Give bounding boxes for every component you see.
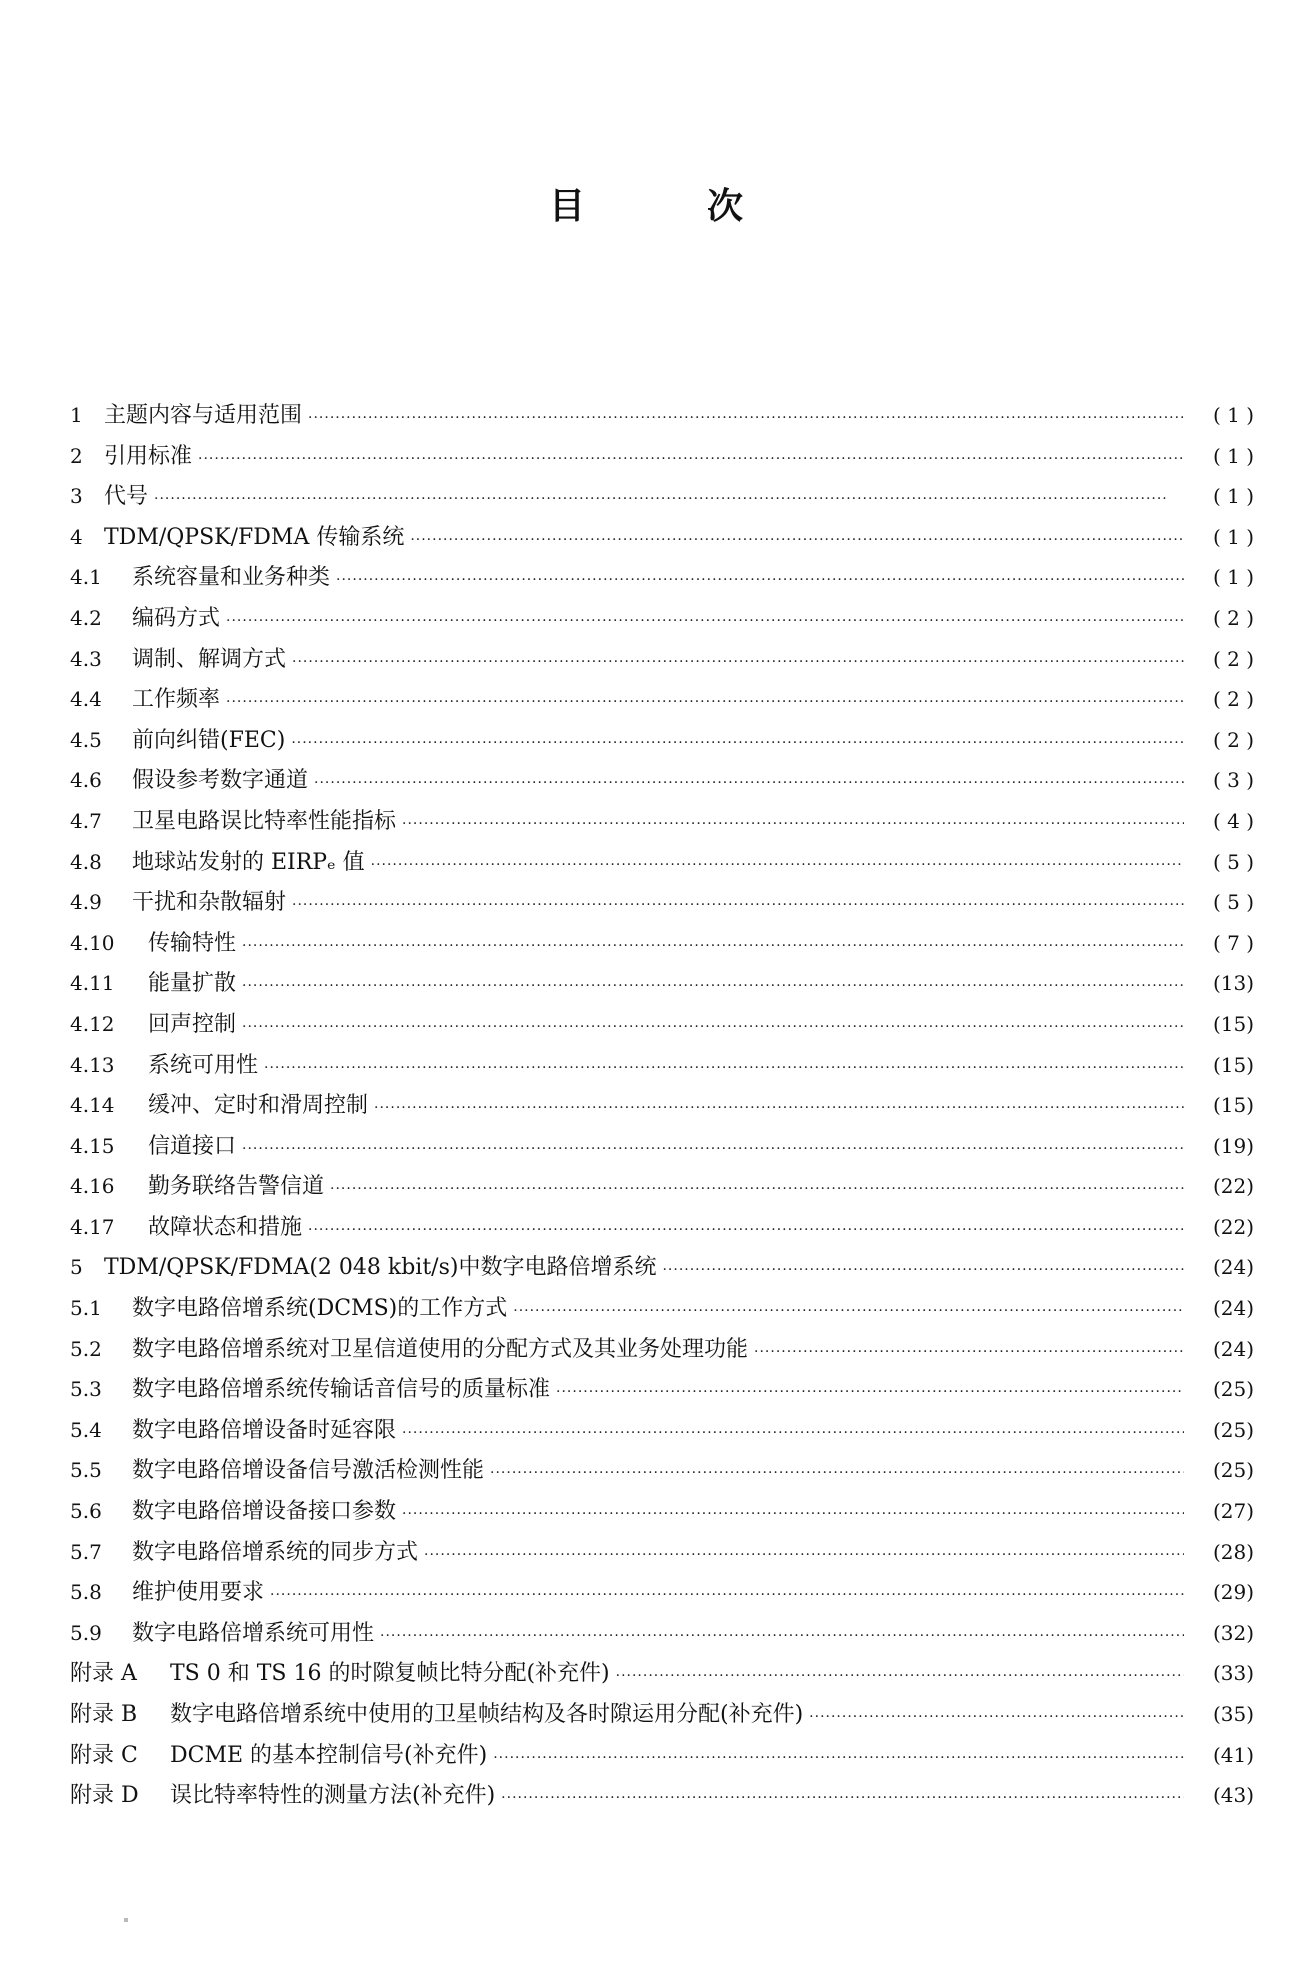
toc-entry-page: (24) (1212, 1336, 1254, 1361)
toc-entry-number: 5.6 (70, 1499, 102, 1524)
toc-entry-page: ( 2 ) (1212, 727, 1254, 752)
toc-dot-leader (270, 1575, 1184, 1616)
toc-entry-page: (35) (1212, 1702, 1254, 1726)
toc-entry (70, 1410, 1254, 1451)
toc-entry-title: 数字电路倍增系统(DCMS)的工作方式 (132, 1296, 508, 1322)
toc-entry (70, 1613, 1254, 1654)
toc-dot-leader (314, 763, 1184, 804)
toc-dot-leader (242, 966, 1184, 1007)
toc-dot-leader (501, 1778, 1184, 1819)
toc-entry-title: 假设参考数字通道 (132, 768, 309, 794)
toc-entry (70, 1329, 1254, 1370)
toc-entry-title: 卫星电路误比特率性能指标 (132, 808, 397, 834)
toc-entry-number: 4.11 (70, 971, 115, 996)
table-of-contents (70, 395, 1254, 1816)
toc-entry-title: 地球站发射的 EIRPₑ 值 (132, 849, 365, 875)
toc-entry-page: ( 1 ) (1212, 484, 1254, 509)
toc-dot-leader (662, 1250, 1184, 1291)
toc-entry (70, 1735, 1254, 1776)
toc-entry-number: 4.2 (70, 605, 102, 630)
toc-dot-leader (380, 1616, 1184, 1657)
toc-entry (70, 1694, 1254, 1735)
toc-entry-number: 2 (70, 443, 83, 468)
toc-dot-leader (410, 520, 1184, 561)
toc-entry-title: 引用标准 (104, 443, 193, 469)
toc-entry (70, 1532, 1254, 1573)
toc-dot-leader (292, 885, 1184, 926)
toc-dot-leader (308, 1210, 1184, 1251)
toc-entry-number: 4.7 (70, 808, 102, 833)
toc-dot-leader (616, 1656, 1184, 1697)
toc-entry (70, 1653, 1254, 1694)
toc-entry-page: (24) (1212, 1255, 1254, 1280)
toc-entry (70, 395, 1254, 436)
toc-dot-leader (402, 1494, 1184, 1535)
toc-entry-page: ( 4 ) (1212, 808, 1254, 833)
toc-entry (70, 760, 1254, 801)
toc-entry-title: 编码方式 (132, 605, 221, 631)
toc-entry-number: 5.5 (70, 1458, 102, 1483)
toc-entry-page: ( 5 ) (1212, 890, 1254, 915)
toc-entry-title: 主题内容与适用范围 (104, 403, 303, 428)
toc-entry-title: TS 0 和 TS 16 的时隙复帧比特分配(补充件) (170, 1661, 610, 1687)
toc-entry-page: (29) (1212, 1580, 1254, 1605)
toc-entry-page: (28) (1212, 1539, 1254, 1564)
toc-entry-title: 传输特性 (148, 930, 237, 956)
toc-entry-page: (19) (1212, 1133, 1254, 1158)
toc-dot-leader (809, 1697, 1184, 1738)
toc-entry-number: 4.17 (70, 1214, 115, 1239)
toc-entry-number: 4.4 (70, 687, 102, 712)
toc-entry-page: ( 1 ) (1212, 565, 1254, 590)
toc-entry (70, 436, 1254, 477)
toc-entry (70, 639, 1254, 680)
toc-entry (70, 476, 1254, 517)
toc-dot-leader (490, 1453, 1184, 1494)
toc-entry-page: ( 5 ) (1212, 849, 1254, 874)
toc-entry-title: 系统容量和业务种类 (132, 565, 331, 591)
toc-entry-number: 4.15 (70, 1133, 115, 1158)
toc-entry-number: 5.3 (70, 1377, 102, 1402)
toc-entry-number: 4.16 (70, 1174, 115, 1199)
toc-dot-leader (226, 601, 1184, 642)
toc-entry (70, 1247, 1254, 1288)
toc-entry-page: (43) (1212, 1783, 1254, 1808)
toc-entry-title: 代号 (104, 484, 149, 510)
toc-dot-leader (242, 1129, 1184, 1170)
toc-entry-page: ( 7 ) (1212, 930, 1254, 955)
toc-entry-number: 附录 B (70, 1702, 138, 1727)
toc-entry-title: 数字电路倍增系统对卫星信道使用的分配方式及其业务处理功能 (132, 1336, 749, 1362)
toc-entry-page: (25) (1212, 1458, 1254, 1483)
toc-entry-title: 缓冲、定时和滑周控制 (148, 1093, 369, 1119)
toc-entry (70, 1166, 1254, 1207)
toc-entry-page: (15) (1212, 1052, 1254, 1077)
toc-dot-leader (424, 1535, 1184, 1576)
toc-entry (70, 598, 1254, 639)
title-char-1: 目 (548, 186, 587, 227)
toc-dot-leader (242, 926, 1184, 967)
toc-entry (70, 517, 1254, 558)
toc-entry-number: 4.13 (70, 1052, 115, 1077)
toc-dot-leader (754, 1332, 1184, 1373)
toc-entry-page: ( 1 ) (1212, 443, 1254, 468)
toc-entry-title: 干扰和杂散辐射 (132, 890, 287, 916)
toc-entry-page: (25) (1212, 1417, 1254, 1442)
toc-dot-leader (556, 1372, 1184, 1413)
toc-entry-title: 数字电路倍增设备接口参数 (132, 1499, 397, 1525)
toc-entry-page: ( 2 ) (1212, 605, 1254, 630)
toc-entry-page: ( 2 ) (1212, 687, 1254, 712)
toc-entry-page: (15) (1212, 1011, 1254, 1036)
toc-entry-title: 能量扩散 (148, 971, 237, 997)
toc-dot-leader (402, 1413, 1184, 1454)
toc-entry-number: 4.5 (70, 727, 102, 752)
toc-dot-leader (198, 439, 1184, 480)
toc-entry (70, 1369, 1254, 1410)
toc-entry-title: 回声控制 (148, 1011, 237, 1037)
toc-entry-number: 4.10 (70, 930, 115, 955)
toc-entry-page: ( 3 ) (1212, 768, 1254, 793)
title-char-2: 次 (707, 186, 746, 227)
toc-entry (70, 1004, 1254, 1045)
toc-dot-leader (226, 682, 1184, 723)
toc-entry-title: 前向纠错(FEC) (132, 727, 286, 753)
toc-entry-page: (41) (1212, 1742, 1254, 1767)
toc-entry-page: (27) (1212, 1499, 1254, 1524)
toc-dot-leader (336, 560, 1184, 601)
toc-entry-page: (22) (1212, 1174, 1254, 1199)
toc-entry-title: 维护使用要求 (132, 1580, 265, 1606)
toc-dot-leader (330, 1169, 1184, 1210)
toc-entry-title: TDM/QPSK/FDMA(2 048 kbit/s)中数字电路倍增系统 (104, 1255, 657, 1281)
toc-entry-number: 附录 C (70, 1742, 138, 1768)
toc-entry (70, 801, 1254, 842)
toc-entry-page: ( 1 ) (1212, 403, 1254, 427)
toc-entry-title: 信道接口 (148, 1133, 237, 1159)
toc-entry-title: 数字电路倍增系统的同步方式 (132, 1539, 419, 1565)
toc-entry (70, 720, 1254, 761)
toc-entry-title: 数字电路倍增设备时延容限 (132, 1417, 397, 1443)
toc-dot-leader (493, 1738, 1184, 1779)
toc-entry-number: 5.1 (70, 1296, 102, 1321)
toc-entry-page: (15) (1212, 1093, 1254, 1118)
toc-entry-title: DCME 的基本控制信号(补充件) (170, 1742, 488, 1768)
toc-entry-number: 4.3 (70, 646, 102, 671)
toc-entry-page: (24) (1212, 1296, 1254, 1321)
toc-dot-leader (371, 845, 1184, 886)
toc-dot-leader (242, 1007, 1184, 1048)
toc-entry-title: 工作频率 (132, 687, 221, 713)
toc-entry-title: TDM/QPSK/FDMA 传输系统 (104, 524, 405, 550)
toc-entry-title: 误比特率特性的测量方法(补充件) (170, 1783, 496, 1809)
page-title (0, 178, 1294, 229)
toc-dot-leader (308, 398, 1184, 439)
toc-entry (70, 1288, 1254, 1329)
toc-dot-leader (154, 479, 1184, 520)
toc-dot-leader (292, 642, 1184, 683)
toc-entry-number: 5.8 (70, 1580, 102, 1605)
toc-entry-page: (22) (1212, 1214, 1254, 1239)
toc-entry-title: 勤务联络告警信道 (148, 1174, 325, 1200)
toc-entry (70, 842, 1254, 883)
toc-entry-number: 1 (70, 403, 83, 427)
toc-entry-number: 3 (70, 484, 83, 509)
scan-speck (124, 1918, 128, 1922)
toc-entry (70, 1775, 1254, 1816)
toc-entry-number: 4.6 (70, 768, 102, 793)
toc-entry-number: 4.8 (70, 849, 102, 874)
toc-entry-title: 数字电路倍增系统可用性 (132, 1620, 375, 1646)
toc-entry-title: 数字电路倍增系统中使用的卫星帧结构及各时隙运用分配(补充件) (170, 1702, 804, 1727)
toc-entry-page: (25) (1212, 1377, 1254, 1402)
toc-entry-number: 5.9 (70, 1620, 102, 1645)
toc-entry-number: 5.7 (70, 1539, 102, 1564)
toc-entry-number: 附录 A (70, 1661, 137, 1687)
toc-dot-leader (402, 804, 1184, 845)
toc-dot-leader (291, 723, 1184, 764)
toc-entry-title: 系统可用性 (148, 1052, 259, 1078)
toc-entry (70, 1207, 1254, 1248)
toc-entry-page: (13) (1212, 971, 1254, 996)
toc-entry-title: 故障状态和措施 (148, 1214, 303, 1240)
toc-entry-number: 4.12 (70, 1011, 115, 1036)
toc-entry-title: 数字电路倍增系统传输话音信号的质量标准 (132, 1377, 551, 1403)
toc-entry-number: 4.1 (70, 565, 102, 590)
toc-entry (70, 557, 1254, 598)
toc-entry (70, 1085, 1254, 1126)
toc-entry (70, 923, 1254, 964)
toc-entry (70, 1450, 1254, 1491)
toc-dot-leader (264, 1048, 1184, 1089)
toc-entry-page: (32) (1212, 1620, 1254, 1645)
toc-entry-page: (33) (1212, 1661, 1254, 1686)
toc-entry (70, 963, 1254, 1004)
toc-entry-number: 4.14 (70, 1093, 115, 1118)
toc-entry-number: 附录 D (70, 1783, 139, 1809)
toc-entry-number: 5 (70, 1255, 83, 1280)
toc-entry-title: 调制、解调方式 (132, 646, 287, 672)
toc-entry (70, 1126, 1254, 1167)
toc-entry (70, 882, 1254, 923)
toc-entry-number: 4.9 (70, 890, 102, 915)
toc-entry (70, 1572, 1254, 1613)
toc-entry-page: ( 1 ) (1212, 524, 1254, 549)
toc-entry-number: 5.2 (70, 1336, 102, 1361)
toc-dot-leader (374, 1088, 1184, 1129)
toc-entry (70, 679, 1254, 720)
toc-entry (70, 1045, 1254, 1086)
toc-entry-title: 数字电路倍增设备信号激活检测性能 (132, 1458, 485, 1484)
toc-entry (70, 1491, 1254, 1532)
toc-entry-number: 5.4 (70, 1417, 102, 1442)
toc-entry-number: 4 (70, 524, 83, 549)
toc-dot-leader (513, 1291, 1184, 1332)
toc-entry-page: ( 2 ) (1212, 646, 1254, 671)
